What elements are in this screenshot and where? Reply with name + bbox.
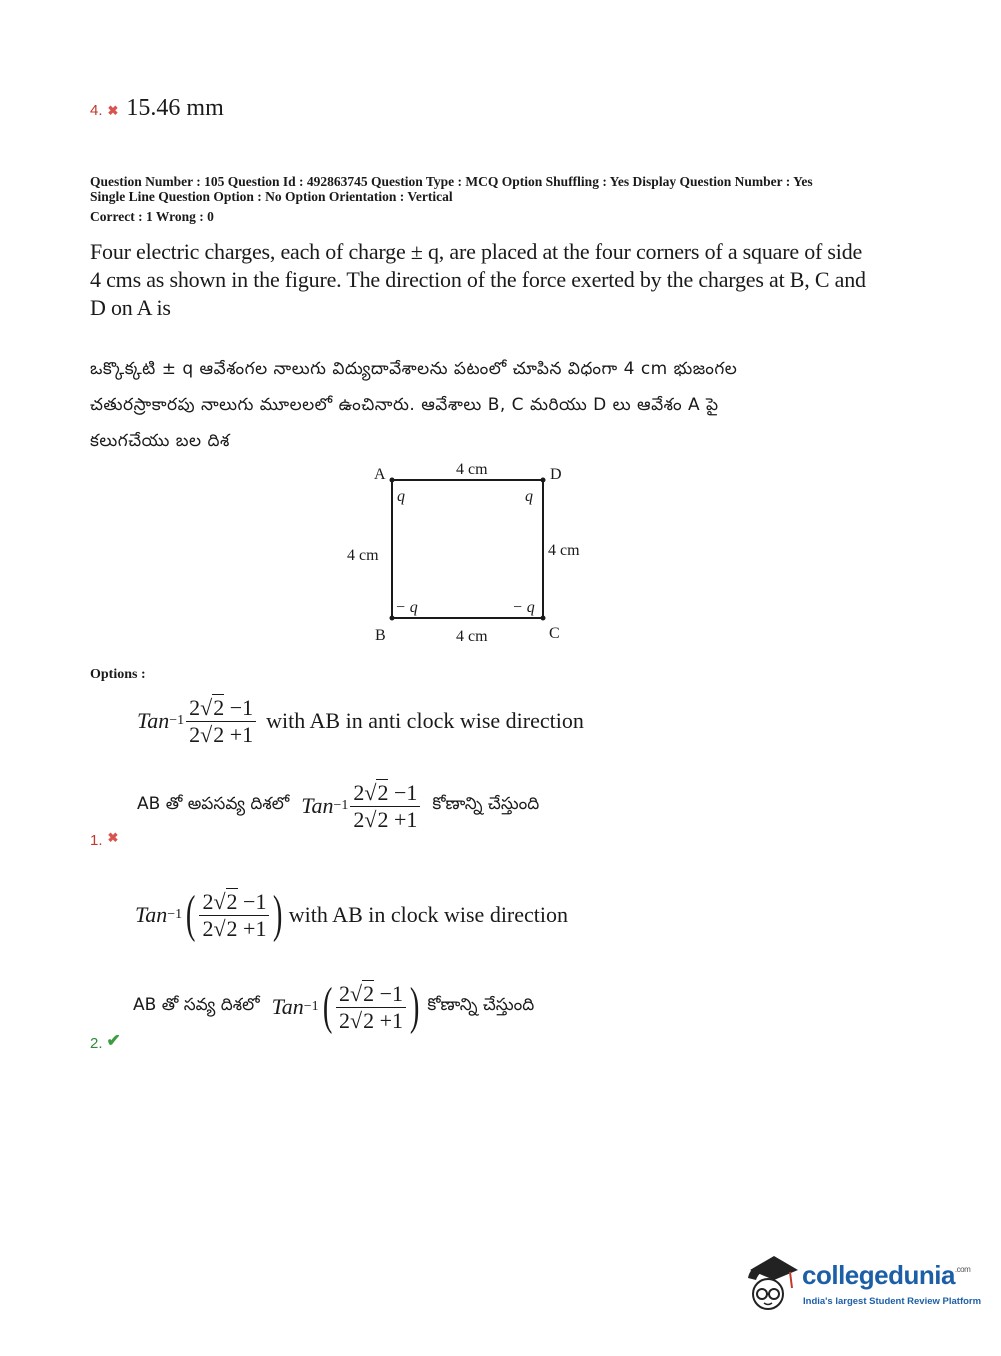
fraction xyxy=(336,981,406,1034)
logo-tagline: India's largest Student Review Platform xyxy=(803,1296,982,1307)
corner-dot-c xyxy=(541,616,546,621)
inverse-superscript: −1 xyxy=(303,999,319,1014)
question-line-telugu: ఒక్కొక్కటి ± q ఆవేశంగల నాలుగు విద్యుదావేశాలను పటంలో చూపిన విధంగా 4 cm భుజంగల xyxy=(90,359,738,379)
fraction xyxy=(199,889,269,942)
corner-label-b: B xyxy=(375,627,386,644)
question-line-telugu: కలుగచేయు బల దిశ xyxy=(90,431,230,451)
question-line: 4 cms as shown in the figure. The direction of the force exerted by the charges at B, C and xyxy=(90,267,866,292)
meta-line-3: Correct : 1 Wrong : 0 xyxy=(90,209,214,224)
option-2-telugu xyxy=(133,972,534,1042)
fraction-denominator: 2√2 +1 xyxy=(202,915,267,941)
charge-label-d: q xyxy=(525,488,533,505)
prev-option xyxy=(90,88,224,122)
fraction-numerator: 2√2 −1 xyxy=(336,981,406,1008)
tan-function: Tan xyxy=(301,793,334,818)
tan-function: Tan xyxy=(271,994,304,1019)
option-number: 2. xyxy=(90,1035,103,1052)
option-1-telugu xyxy=(137,775,539,837)
fraction-numerator: 2√2 −1 xyxy=(350,780,420,807)
inverse-superscript: −1 xyxy=(333,798,349,813)
option-text-telugu-suffix: కోణాన్ని చేస్తుంది xyxy=(427,995,535,1015)
option-text-telugu-prefix: AB తో అపసవ్య దిశలో xyxy=(137,794,290,814)
corner-dot-b xyxy=(390,616,395,621)
fraction-numerator: 2√2 −1 xyxy=(186,695,256,722)
logo-domain: .com xyxy=(954,1265,971,1274)
logo-brand-name: collegedunia xyxy=(802,1260,955,1290)
left-paren: ( xyxy=(186,886,196,943)
prev-option-number: 4. xyxy=(90,102,103,119)
charge-label-b: − q xyxy=(395,599,418,616)
option-text: with AB in clock wise direction xyxy=(288,902,569,927)
left-paren: ( xyxy=(322,978,333,1035)
wrong-mark-icon: ✖ xyxy=(107,103,119,118)
tan-function: Tan xyxy=(137,708,170,733)
question-meta xyxy=(90,174,950,224)
meta-line-2: Single Line Question Option : No Option Orientation : Vertical xyxy=(90,189,453,204)
meta-line-1: Question Number : 105 Question Id : 492863745 Question Type : MCQ Option Shuffling : Yes Display Question Number : Yes xyxy=(90,174,813,189)
question-line: Four electric charges, each of charge ± q, are placed at the four corners of a square of side xyxy=(90,239,863,264)
tan-function: Tan xyxy=(135,902,168,927)
question-telugu xyxy=(90,351,920,459)
fraction-denominator: 2√2 +1 xyxy=(339,1007,404,1033)
corner-dot-a xyxy=(390,478,395,483)
corner-label-a: A xyxy=(374,466,386,483)
correct-check-icon: ✔ xyxy=(106,1030,121,1050)
option-1-english xyxy=(137,690,584,752)
fraction xyxy=(350,780,420,833)
square xyxy=(392,480,543,618)
mascot-icon xyxy=(742,1250,802,1312)
charge-label-a: q xyxy=(397,488,405,505)
fraction xyxy=(186,695,256,748)
option-2-english xyxy=(135,880,568,950)
right-paren: ) xyxy=(273,886,283,943)
option-text: with AB in anti clock wise direction xyxy=(266,708,584,733)
option-number: 1. xyxy=(90,832,103,849)
side-label-right: 4 cm xyxy=(548,542,580,559)
right-paren: ) xyxy=(409,978,420,1035)
side-label-left: 4 cm xyxy=(347,547,379,564)
fraction-denominator: 2√2 +1 xyxy=(353,806,418,832)
inverse-superscript: −1 xyxy=(169,713,185,728)
fraction-numerator: 2√2 −1 xyxy=(199,889,269,916)
square-charge-figure xyxy=(330,455,610,650)
wrong-mark-icon: ✖ xyxy=(107,829,119,845)
option-text-telugu-prefix: AB తో సవ్య దిశలో xyxy=(133,995,260,1015)
corner-label-d: D xyxy=(550,466,562,483)
question-line-telugu: చతురస్రాకారపు నాలుగు మూలలలో ఉంచినారు. ఆవేశాలు B, C మరియు D లు ఆవేశం A పై xyxy=(90,395,719,415)
side-label-top: 4 cm xyxy=(456,461,488,478)
question-english xyxy=(90,238,910,322)
option-text-telugu-suffix: కోణాన్ని చేస్తుంది xyxy=(432,794,540,814)
prev-option-text: 15.46 mm xyxy=(126,95,224,121)
corner-label-c: C xyxy=(549,625,560,642)
inverse-superscript: −1 xyxy=(167,907,183,922)
corner-dot-d xyxy=(541,478,546,483)
side-label-bottom: 4 cm xyxy=(456,628,488,645)
option-1-marker[interactable] xyxy=(90,829,119,849)
charge-label-c: − q xyxy=(512,599,535,616)
question-line: D on A is xyxy=(90,295,171,320)
option-2-marker[interactable] xyxy=(90,1030,121,1052)
fraction-denominator: 2√2 +1 xyxy=(189,721,254,747)
logo-brand xyxy=(802,1260,970,1291)
options-label: Options : xyxy=(90,667,146,682)
collegedunia-logo xyxy=(742,1250,982,1314)
